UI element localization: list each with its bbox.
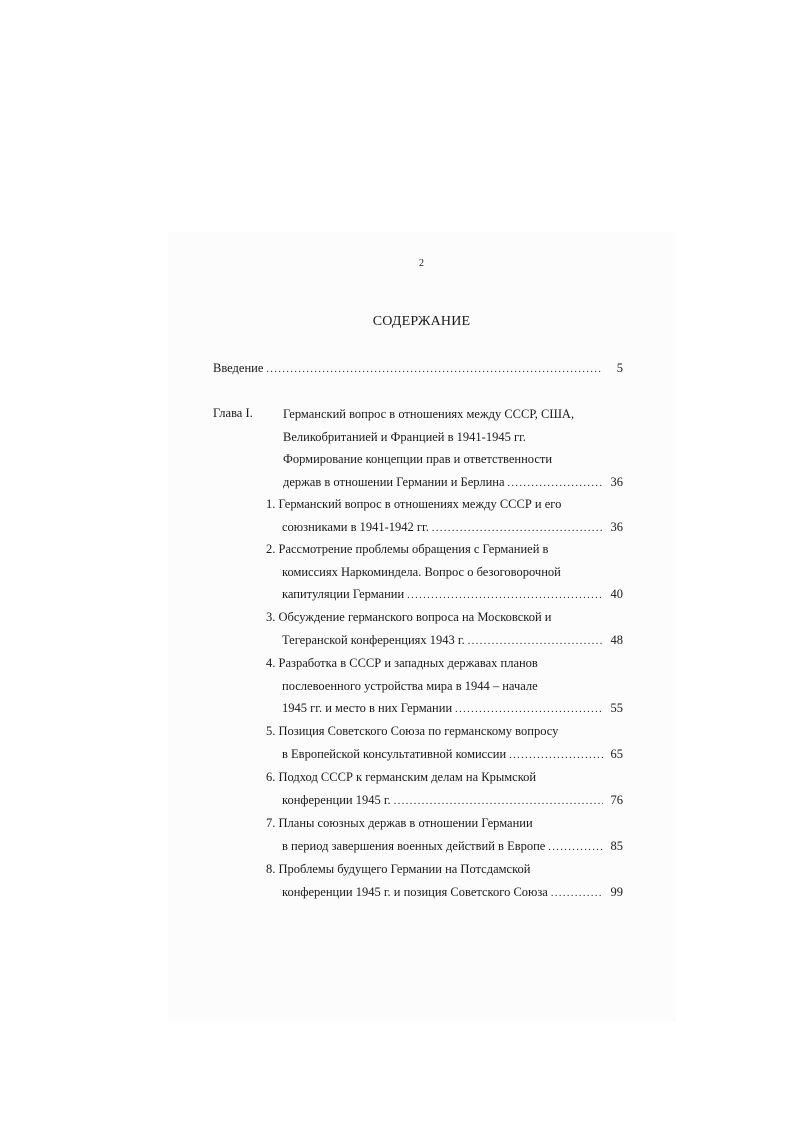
dot-leader [551,883,603,904]
toc-line [266,629,623,652]
toc-line: Великобританией и Францией в 1941-1945 гг. [283,429,526,444]
toc-line: 3. Обсуждение германского вопроса на Московской и [266,610,552,624]
toc-line [266,583,623,606]
toc-entry-section-5[interactable] [266,720,623,765]
toc-line: 1. Германский вопрос в отношениях между СССР и его [266,497,562,511]
toc-line: 4. Разработка в СССР и западных державах планов [266,656,538,670]
dot-leader [407,585,603,606]
toc-entry-section-4[interactable] [266,652,623,720]
toc-line: послевоенного устройства мира в 1944 – начале [282,678,538,693]
toc-page-number: 5 [616,361,623,375]
toc-page-number: 48 [610,632,623,647]
toc-entry-section-1[interactable] [266,493,623,538]
toc-line-text: в период завершения военных действий в Европе [282,838,546,853]
toc-entry-section-6[interactable] [266,766,623,811]
toc-line [283,471,623,494]
dot-leader [266,360,603,380]
page-number: 2 [419,258,424,269]
toc-line [266,881,623,904]
toc-entry-intro[interactable] [213,358,623,378]
dot-leader [432,518,603,539]
toc-line [266,697,623,720]
toc-entry-section-7[interactable] [266,812,623,857]
toc-line: 8. Проблемы будущего Германии на Потсдамской [266,862,531,876]
toc-entry-section-2[interactable] [266,538,623,606]
toc-line: 2. Рассмотрение проблемы обращения с Германией в [266,542,549,556]
toc-entry-label: Введение [213,361,264,375]
dot-leader [509,745,603,766]
toc-line-text: 1945 гг. и место в них Германии [282,701,453,715]
dot-leader [548,837,603,858]
dot-leader [394,791,603,812]
dot-leader [455,699,603,720]
dot-leader [508,473,604,494]
toc-page-number: 85 [610,838,623,853]
toc-line-text: держав в отношении Германии и Берлина [283,474,505,489]
toc-line-text: конференции 1945 г. и позиция Советского Союза [282,884,548,899]
toc-page-number: 36 [610,519,623,534]
toc-line-text: капитуляции Германии [282,587,405,601]
toc-page-number: 65 [610,746,623,761]
page-title: СОДЕРЖАНИЕ [372,314,471,329]
toc-line [266,835,623,858]
toc-line [266,743,623,766]
toc-page-number: 36 [610,474,623,489]
toc-entry-section-8[interactable] [266,858,623,903]
toc-line: 5. Позиция Советского Союза по германскому вопросу [266,724,559,738]
toc-line [266,516,623,539]
toc-line: 7. Планы союзных держав в отношении Германии [266,816,533,830]
toc-page-number: 76 [610,792,623,807]
toc-page-number: 40 [610,587,623,601]
toc-line [266,789,623,812]
toc-line: Формирование концепции прав и ответственности [283,452,553,466]
toc-page-number: 55 [610,701,623,715]
toc-page-number: 99 [610,884,623,899]
chapter-label: Глава I. [213,406,253,420]
toc-line: Германский вопрос в отношениях между СССР, США, [283,407,575,421]
toc-line-text: Тегеранской конференциях 1943 г. [282,632,465,647]
toc-line: комиссиях Наркоминдела. Вопрос о безоговорочной [282,564,561,579]
toc-line: 6. Подход СССР к германским делам на Крымской [266,770,537,784]
toc-line-text: конференции 1945 г. [282,792,391,807]
toc-line-text: союзниками в 1941-1942 гг. [282,519,429,534]
dot-leader [468,631,603,652]
toc-entry-chapter-1[interactable] [283,403,623,493]
toc-line-text: в Европейской консультативной комиссии [282,746,507,761]
toc-entry-section-3[interactable] [266,606,623,651]
